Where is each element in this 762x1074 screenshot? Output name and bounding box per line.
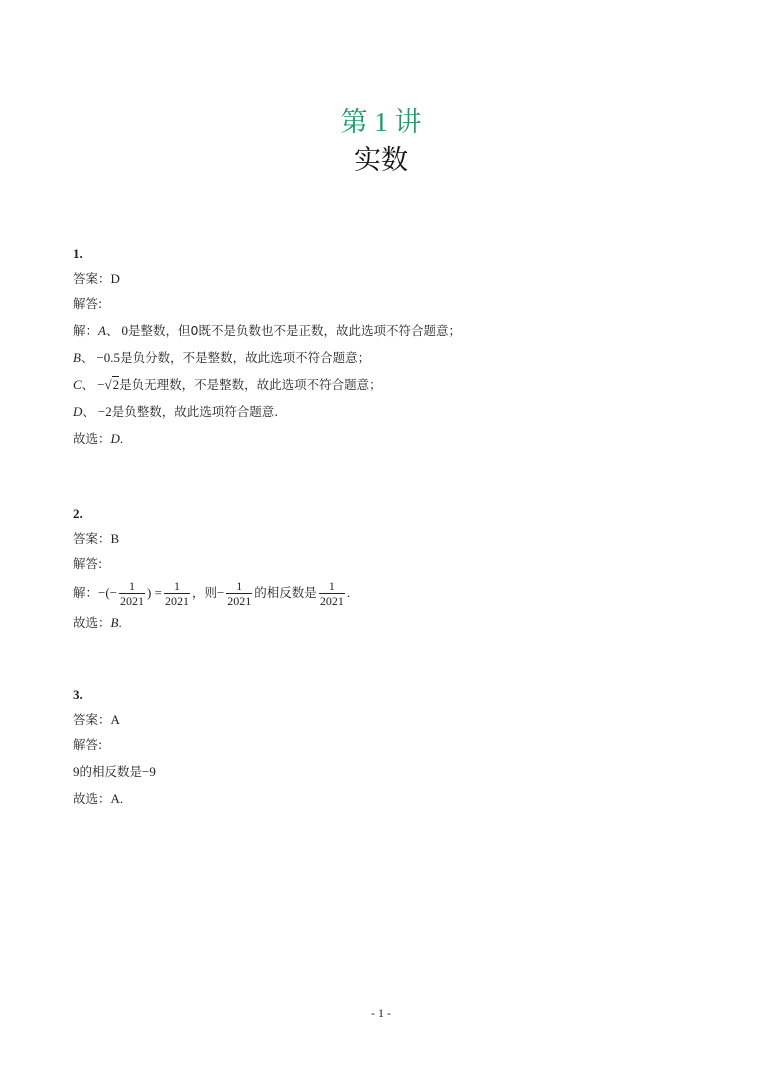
question-1-line-c: C、 −√2是负无理数，不是整数，故此选项不符合题意；	[73, 377, 382, 392]
sqrt-symbol: √2	[104, 377, 120, 392]
question-3-solution-label: 解答:	[73, 737, 103, 752]
question-2-solution-label: 解答:	[73, 556, 103, 571]
question-3-choice: 故选：A.	[73, 791, 124, 806]
fraction: $\frac{1}{2021}$	[164, 578, 189, 608]
question-3-line: 9的相反数是−9	[73, 764, 156, 779]
question-1-number: 1.	[73, 246, 83, 261]
question-1-line-d: D、 −2是负整数，故此选项符合题意.	[73, 404, 279, 419]
lecture-title: 第 1 讲	[340, 107, 422, 137]
fraction: $\frac{1}{2021}$	[319, 578, 344, 608]
page-number: - 1 -	[371, 1006, 391, 1020]
question-2-choice: 故选：B.	[73, 615, 122, 630]
question-1-solution-label: 解答:	[73, 296, 103, 311]
fraction: $\frac{1}{2021}$	[227, 578, 252, 608]
question-2-line-expression: 解：−(− $\frac{1}{2021}$ ) = $\frac{1}{2021}$ ，则− $\frac{1}{2021}$ 的相反数是 $\frac{1}{2021}$ .	[73, 578, 351, 608]
question-1-choice: 故选：D.	[73, 431, 124, 446]
fraction: $\frac{1}{2021}$	[120, 578, 145, 608]
question-2-number: 2.	[73, 506, 83, 521]
question-1-line-a: 解：A、 0是整数，但0既不是负数也不是正数，故此选项不符合题意；	[73, 323, 461, 338]
question-3-number: 3.	[73, 687, 83, 702]
question-2-answer: 答案：B	[73, 531, 120, 546]
question-1-answer: 答案：D	[73, 271, 120, 286]
question-3-answer: 答案：A	[73, 712, 120, 727]
topic-title: 实数	[354, 145, 408, 176]
question-1-line-b: B、 −0.5是负分数，不是整数，故此选项不符合题意；	[73, 350, 371, 365]
